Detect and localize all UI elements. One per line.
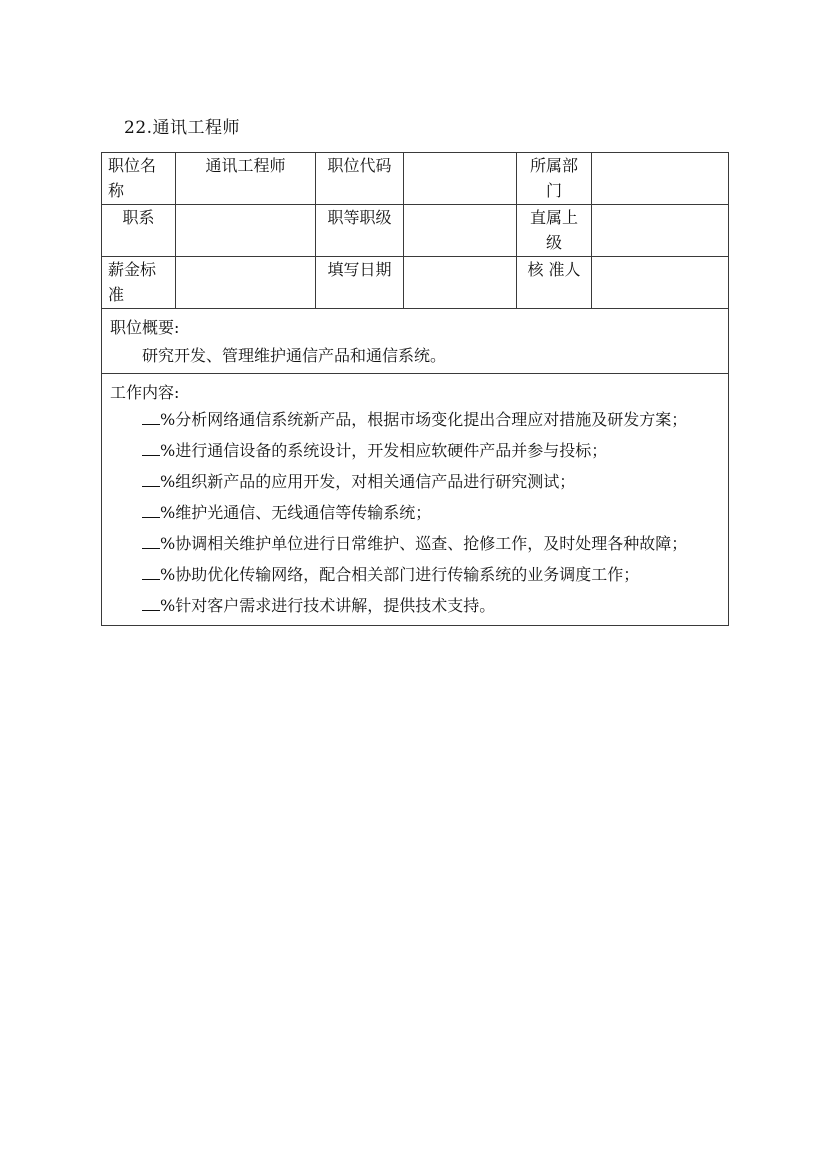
- percent-sign: %: [160, 503, 176, 522]
- percent-sign: %: [160, 534, 176, 553]
- table-row: [102, 309, 729, 374]
- summary-label: 职位概要:: [110, 318, 180, 337]
- percent-sign: %: [160, 565, 176, 584]
- table-row: [102, 374, 729, 626]
- table-row: [102, 257, 729, 309]
- percent-blank: [142, 596, 160, 611]
- duties-cell: [102, 374, 729, 626]
- table-row: [102, 205, 729, 257]
- duty-text: 维护光通信、无线通信等传输系统；: [175, 503, 432, 522]
- duty-text: 协调相关维护单位进行日常维护、巡查、抢修工作，及时处理各种故障；: [175, 534, 688, 553]
- percent-blank: [142, 503, 160, 518]
- value-department: [592, 153, 729, 205]
- list-item: [110, 561, 720, 588]
- label-position-title: 职位名称: [102, 153, 176, 205]
- label-approver: 核 准人: [517, 257, 592, 309]
- position-summary-cell: [102, 309, 729, 374]
- list-item: [110, 468, 720, 495]
- list-item: [110, 530, 720, 557]
- value-salary-standard: [176, 257, 316, 309]
- label-direct-superior: 直属上级: [517, 205, 592, 257]
- percent-blank: [142, 472, 160, 487]
- value-direct-superior: [592, 205, 729, 257]
- list-item: [110, 499, 720, 526]
- duty-text: 协助优化传输网络，配合相关部门进行传输系统的业务调度工作；: [175, 565, 640, 584]
- percent-blank: [142, 565, 160, 580]
- value-position-code: [404, 153, 517, 205]
- value-fill-date: [404, 257, 517, 309]
- value-approver: [592, 257, 729, 309]
- summary-text: 研究开发、管理维护通信产品和通信系统。: [142, 346, 447, 365]
- value-position-title: 通讯工程师: [176, 153, 316, 205]
- percent-sign: %: [160, 596, 176, 615]
- percent-sign: %: [160, 410, 176, 429]
- label-job-grade: 职等职级: [316, 205, 404, 257]
- list-item: [110, 592, 720, 619]
- label-job-series: 职系: [102, 205, 176, 257]
- duty-text: 组织新产品的应用开发，对相关通信产品进行研究测试；: [175, 472, 576, 491]
- percent-sign: %: [160, 472, 176, 491]
- label-salary-standard: 薪金标准: [102, 257, 176, 309]
- label-department: 所属部门: [517, 153, 592, 205]
- list-item: [110, 406, 720, 433]
- page-title: 22.通讯工程师: [124, 118, 241, 138]
- value-job-series: [176, 205, 316, 257]
- percent-blank: [142, 410, 160, 425]
- duty-text: 分析网络通信系统新产品，根据市场变化提出合理应对措施及研发方案；: [175, 410, 688, 429]
- label-fill-date: 填写日期: [316, 257, 404, 309]
- list-item: [110, 437, 720, 464]
- label-position-code: 职位代码: [316, 153, 404, 205]
- percent-blank: [142, 441, 160, 456]
- percent-blank: [142, 534, 160, 549]
- table-row: [102, 153, 729, 205]
- percent-sign: %: [160, 441, 176, 460]
- duty-text: 针对客户需求进行技术讲解，提供技术支持。: [175, 596, 496, 615]
- duties-label: 工作内容:: [110, 383, 180, 402]
- value-job-grade: [404, 205, 517, 257]
- duty-text: 进行通信设备的系统设计，开发相应软硬件产品并参与投标；: [175, 441, 608, 460]
- job-description-table: [101, 152, 729, 626]
